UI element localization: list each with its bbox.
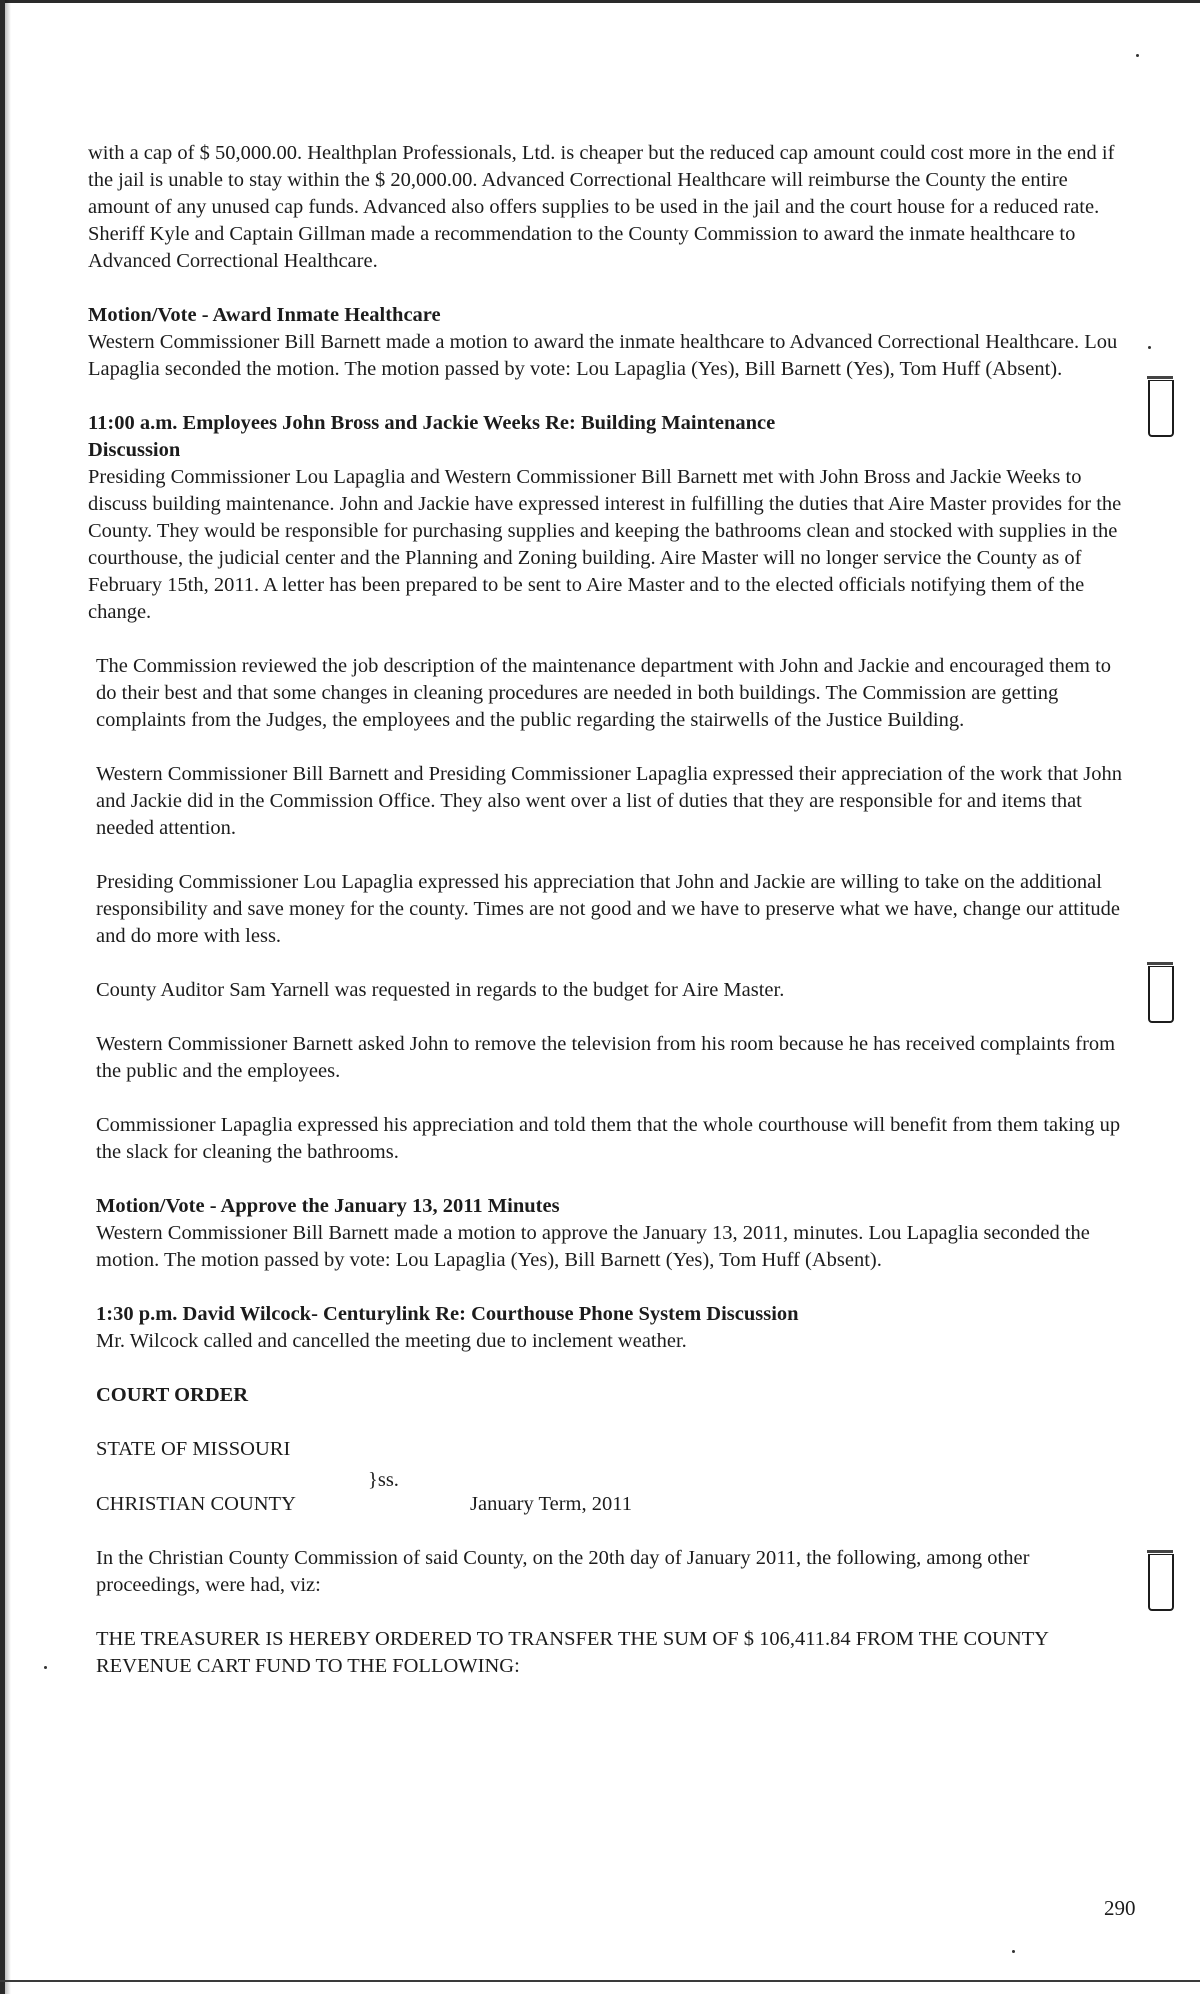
building-maintenance-paragraph-3: Western Commissioner Bill Barnett and Presiding Commissioner Lapaglia expressed their appreciation of the work that John and Jackie did in the Commission Office. They also went over a list of duties that they are responsible for and items that needed attention.: [96, 763, 1122, 839]
phone-system-heading: 1:30 p.m. David Wilcock- Centurylink Re: Courthouse Phone System Discussion: [96, 1303, 799, 1325]
page-number: 290: [1104, 1896, 1136, 1920]
building-maintenance-paragraph-7: Commissioner Lapaglia expressed his appreciation and told them that the whole courthouse will benefit from them taking up the slack for cleaning the bathrooms.: [96, 1114, 1121, 1163]
motion-minutes-section: [96, 1193, 1128, 1274]
building-maintenance-heading: 11:00 a.m. Employees John Bross and Jackie Weeks Re: Building Maintenance: [88, 412, 776, 434]
maintenance-discussion: [88, 653, 1128, 1680]
building-maintenance-paragraph-4: Presiding Commissioner Lou Lapaglia expressed his appreciation that John and Jackie are willing to take on the additional responsibility and save money for the county. Times are not good and we have to preserve what we have, change our attitude and do more with less.: [96, 871, 1120, 947]
ss-marker: }ss.: [368, 1469, 399, 1491]
motion-healthcare-section: [88, 302, 1128, 383]
motion-healthcare-text: Western Commissioner Bill Barnett made a motion to award the inmate healthcare to Advanced Correctional Healthcare. Lou Lapaglia seconded the motion. The motion passed by vote: Lou Lapaglia (Yes), Bill Barnett (Yes), Tom Huff (Absent).: [88, 331, 1118, 380]
scan-speck: [1012, 1950, 1015, 1953]
scan-top-edge: [0, 0, 1200, 3]
county-term-row: [96, 1491, 1128, 1518]
scan-speck: [44, 1666, 47, 1669]
scan-bottom-edge: [0, 1980, 1200, 1982]
phone-system-text: Mr. Wilcock called and cancelled the meeting due to inclement weather.: [96, 1330, 687, 1352]
treasurer-order-paragraph: THE TREASURER IS HEREBY ORDERED TO TRANSFER THE SUM OF $ 106,411.84 FROM THE COUNTY REVENUE CART FUND TO THE FOLLOWING:: [96, 1628, 1049, 1677]
binder-tab-mark: [1148, 380, 1174, 437]
binder-tab-mark: [1148, 1554, 1174, 1611]
building-maintenance-paragraph-2: The Commission reviewed the job description of the maintenance department with John and Jackie and encouraged them to do their best and that some changes in cleaning procedures are needed in both buildings. The Commission are getting complaints from the Judges, the employees and the public regarding the stairwells of the Justice Building.: [96, 655, 1112, 731]
state-name: STATE OF MISSOURI: [96, 1438, 291, 1460]
building-maintenance-section: [88, 410, 1128, 626]
building-maintenance-paragraph-6: Western Commissioner Barnett asked John to remove the television from his room because he has received complaints from the public and the employees.: [96, 1033, 1116, 1082]
motion-minutes-heading: Motion/Vote - Approve the January 13, 2011 Minutes: [96, 1195, 560, 1217]
motion-minutes-text: Western Commissioner Bill Barnett made a motion to approve the January 13, 2011, minutes. Lou Lapaglia seconded the motion. The motion passed by vote: Lou Lapaglia (Yes), Bill Barnett (Yes), Tom Huff (Absent).: [96, 1222, 1090, 1271]
proceedings-paragraph: In the Christian County Commission of said County, on the 20th day of January 2011, the following, among other proceedings, were had, viz:: [96, 1547, 1030, 1596]
court-order-title: COURT ORDER: [96, 1384, 249, 1406]
scan-speck: [1136, 54, 1139, 57]
term-label: January Term, 2011: [470, 1493, 632, 1515]
building-maintenance-paragraph-5: County Auditor Sam Yarnell was requested in regards to the budget for Aire Master.: [96, 979, 785, 1001]
motion-healthcare-heading: Motion/Vote - Award Inmate Healthcare: [88, 304, 441, 326]
building-maintenance-heading-cont: Discussion: [88, 439, 181, 461]
phone-system-section: [96, 1301, 1128, 1355]
building-maintenance-paragraph-1: Presiding Commissioner Lou Lapaglia and Western Commissioner Bill Barnett met with John Bross and Jackie Weeks to discuss building maintenance. John and Jackie have expressed interest in fulfilling the duties that Aire Master provides for the County. They would be responsible for purchasing supplies and keeping the bathrooms clean and stocked with supplies in the courthouse, the judicial center and the Planning and Zoning building. Aire Master will no longer service the County as of February 15th, 2011. A letter has been prepared to be sent to Aire Master and to the elected officials notifying them of the change.: [88, 466, 1122, 623]
county-name: CHRISTIAN COUNTY: [96, 1493, 296, 1515]
scan-speck: [1148, 346, 1151, 349]
binder-tab-mark: [1148, 966, 1174, 1023]
intro-paragraph: with a cap of $ 50,000.00. Healthplan Professionals, Ltd. is cheaper but the reduced cap amount could cost more in the end if the jail is unable to stay within the $ 20,000.00. Advanced Correctional Healthcare will reimburse the County the entire amount of any unused cap funds. Advanced also offers supplies to be used in the jail and the court house for a reduced rate. Sheriff Kyle and Captain Gillman made a recommendation to the County Commission to award the inmate healthcare to Advanced Correctional Healthcare.: [88, 142, 1115, 272]
scan-left-shadow: [5, 0, 11, 1994]
document-body: [88, 140, 1128, 1707]
